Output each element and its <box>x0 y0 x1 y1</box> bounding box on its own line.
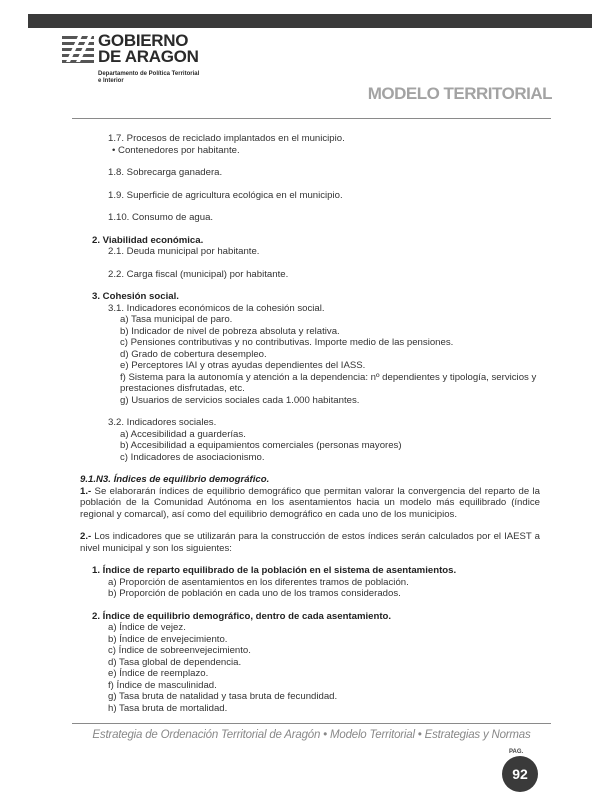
numbered-heading: 1. Índice de reparto equilibrado de la población en el sistema de asentamientos. <box>92 565 457 576</box>
top-bar <box>28 14 592 28</box>
list-item: • Contenedores por habitante. <box>112 144 240 156</box>
page-number: 92 <box>502 756 538 792</box>
list-item: 3.1. Indicadores económicos de la cohesión social. <box>108 302 325 314</box>
list-item: 1.9. Superficie de agricultura ecológica en el municipio. <box>108 189 343 201</box>
list-item: b) Proporción de población en cada uno de los tramos considerados. <box>108 588 401 599</box>
list-item: 3.2. Indicadores sociales. <box>108 417 217 428</box>
section-heading: 3. Cohesión social. <box>92 291 179 302</box>
paragraph-1 <box>80 486 540 521</box>
subsection-heading: 9.1.N3. Índices de equilibrio demográfico. <box>80 474 270 485</box>
logo-line2: DE ARAGON <box>98 47 199 66</box>
list-item: a) Proporción de asentamientos en los diferentes tramos de población. <box>108 576 409 588</box>
list-item: e) Índice de reemplazo. <box>108 668 209 679</box>
paragraph-text: Se elaborarán índices de equilibrio demográfico que permitan valorar la convergencia del reparto de la población de la Comunidad Autónoma en los asentamientos hacia un modelo más equilibrado (índice regional y comarcal), así como del equilibrio demográfico en cada uno de los municipios. <box>80 485 540 520</box>
list-item: g) Usuarios de servicios sociales cada 1.000 habitantes. <box>120 394 360 406</box>
page-label: PAG. <box>509 749 524 755</box>
list-item: a) Índice de vejez. <box>108 622 186 633</box>
list-item: b) Indicador de nivel de pobreza absoluta y relativa. <box>120 325 340 337</box>
footer-divider <box>72 723 551 724</box>
list-item: f) Índice de masculinidad. <box>108 679 217 691</box>
list-item: a) Accesibilidad a guarderías. <box>120 428 246 440</box>
list-item: b) Índice de envejecimiento. <box>108 633 228 645</box>
paragraph-number: 1.- <box>80 485 92 497</box>
list-item: c) Pensiones contributivas y no contributivas. Importe medio de las pensiones. <box>120 337 454 348</box>
section-title: MODELO TERRITORIAL <box>367 84 552 103</box>
list-item: c) Indicadores de asociacionismo. <box>120 451 265 463</box>
list-item: c) Índice de sobreenvejecimiento. <box>108 645 251 656</box>
logo-line1: GOBIERNO <box>98 31 189 50</box>
footer-text: Estrategia de Ordenación Territorial de Aragón • Modelo Territorial • Estrategias y Normas <box>92 729 531 741</box>
logo-department-2: e Interior <box>98 78 124 84</box>
list-item: 1.10. Consumo de agua. <box>108 212 214 223</box>
logo-department: Departamento de Política Territorial <box>98 71 200 77</box>
gobierno-aragon-logo <box>62 32 212 92</box>
paragraph-text: Los indicadores que se utilizarán para la construcción de estos índices serán calculados por el IAEST a nivel municipal y son los siguientes: <box>80 531 540 554</box>
list-item: 2.2. Carga fiscal (municipal) por habitante. <box>108 268 289 280</box>
list-item: 1.8. Sobrecarga ganadera. <box>108 167 223 178</box>
list-item: d) Grado de cobertura desempleo. <box>120 348 267 360</box>
list-item: g) Tasa bruta de natalidad y tasa bruta de fecundidad. <box>108 691 338 702</box>
list-item: h) Tasa bruta de mortalidad. <box>108 702 228 714</box>
list-item: d) Tasa global de dependencia. <box>108 656 242 668</box>
list-item: e) Perceptores IAI y otras ayudas dependientes del IASS. <box>120 360 366 371</box>
list-item: 2.1. Deuda municipal por habitante. <box>108 246 260 257</box>
page-content <box>80 133 540 714</box>
list-item: 1.7. Procesos de reciclado implantados en el municipio. <box>108 133 345 144</box>
numbered-heading: 2. Índice de equilibrio demográfico, dentro de cada asentamiento. <box>92 610 392 622</box>
paragraph-number: 2.- <box>80 531 92 542</box>
section-heading: 2. Viabilidad económica. <box>92 234 204 246</box>
list-item: a) Tasa municipal de paro. <box>120 314 233 325</box>
header-divider <box>72 118 551 119</box>
list-item: b) Accesibilidad a equipamientos comerciales (personas mayores) <box>120 440 402 451</box>
paragraph-2 <box>80 531 540 554</box>
list-item: f) Sistema para la autonomía y atención a la dependencia: nº dependientes y tipología, servicios y prestaciones disfrutadas, etc. <box>120 371 537 394</box>
aragon-emblem-icon <box>62 34 96 66</box>
